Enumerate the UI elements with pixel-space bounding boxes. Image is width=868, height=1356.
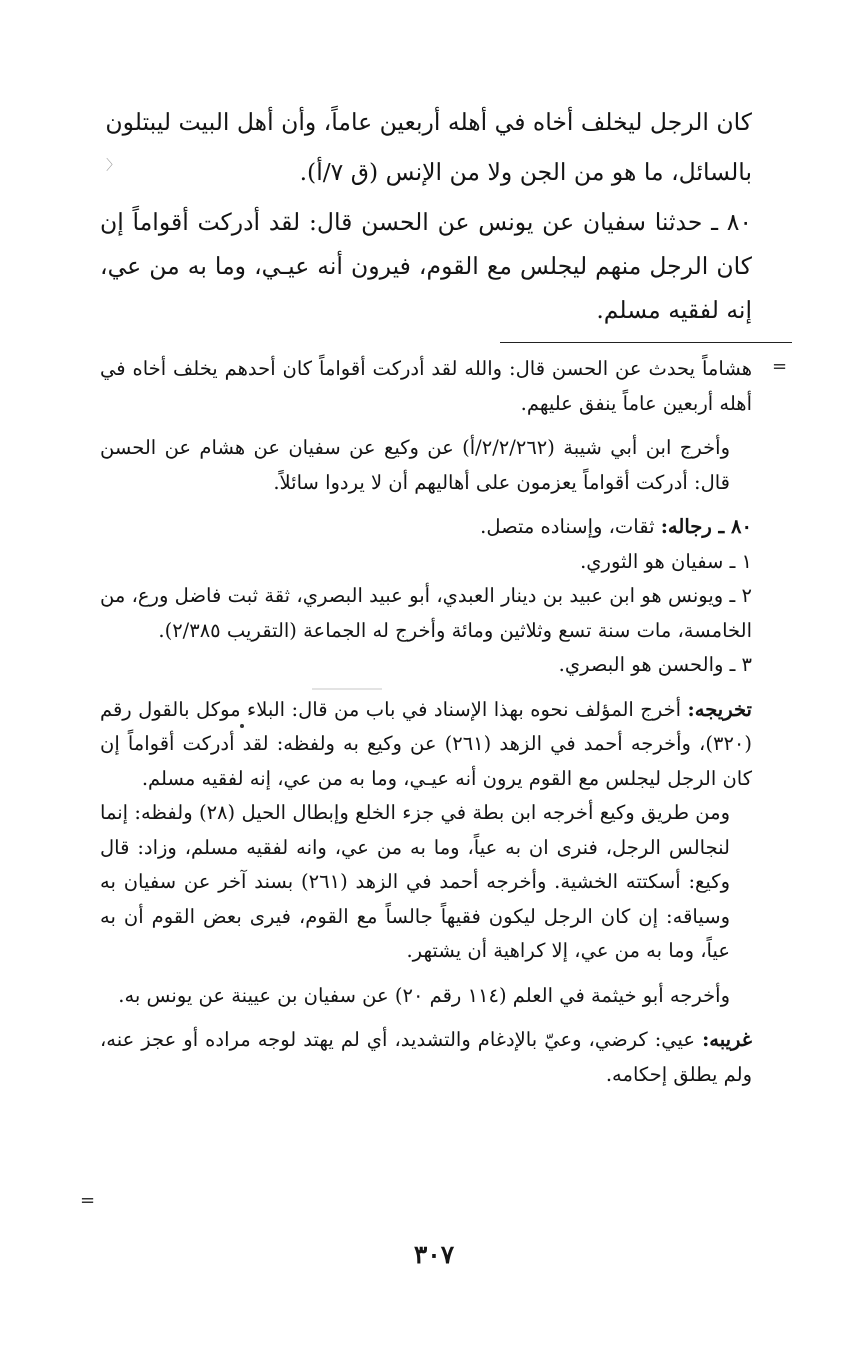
- continuation-mark-bottom: =: [80, 1190, 96, 1211]
- narrator-1: ١ ـ سفيان هو الثوري.: [580, 549, 752, 573]
- scan-smudge: [312, 688, 382, 690]
- footnote-separator: [500, 342, 792, 343]
- takhrij-label: تخريجه:: [687, 697, 752, 721]
- footnote-rijal: [100, 510, 752, 545]
- hadith-80: ٨٠ ـ حدثنا سفيان عن يونس عن الحسن قال: لقد أدركت أقواماً إن كان الرجل منهم ليجلس مع القوم، فيرون أنه عيـي، وما به من عي، إنه لفقيه مسلم.: [100, 208, 752, 324]
- footnote-ibn-batta: ومن طريق وكيع أخرجه ابن بطة في جزء الخلع وإبطال الحيل (٢٨) ولفظه: إنما لنجالس الرجل، فنرى ان به عياً، وما به من عي، وانه لفقيه مسلم، وزاد: قال وكيع: أسكتته الخشية. وأخرجه أحمد في الزهد (٢٦١) بسند آخر عن سفيان به وسياقه: إن كان الرجل ليكون فقيهاً جالساً مع القوم، فيرى بعض القوم أن به عياً، وما به من عي، إلا كراهية أن يشتهر.: [100, 801, 731, 962]
- takhrij-text: أخرج المؤلف نحوه بهذا الإسناد في باب من قال: البلاء موكل بالقول رقم (٣٢٠)، وأخرجه أحمد في الزهد (٢٦١) عن وكيع به ولفظه: لقد أدركت أقواماً إن كان الرجل ليجلس مع القوم يرون أنه عيـي، وما به من عي، إنه لفقيه مسلم.: [100, 697, 752, 790]
- main-text-line-1: كان الرجل ليخلف أخاه في أهله أربعين عاماً، وأن أهل البيت ليبتلون: [105, 108, 752, 136]
- page-number: ٣٠٧: [413, 1240, 455, 1269]
- footnote-continuation: هشاماً يحدث عن الحسن قال: والله لقد أدركت أقواماً كان أحدهم يخلف أخاه في أهله أربعين عاماً ينفق عليهم.: [100, 357, 752, 415]
- footnote-ibn-abi-shayba: وأخرج ابن أبي شيبة (٢/٢/٢٦٢/أ) عن وكيع عن سفيان عن هشام عن الحسن قال: أدركت أقواماً يعزمون على أهاليهم أن لا يردوا سائلاً.: [100, 436, 730, 494]
- scan-dot: [240, 724, 244, 728]
- gharib-label: غريبه:: [702, 1028, 752, 1051]
- footnote-takhrij: [100, 693, 752, 797]
- narrator-2: ٢ ـ ويونس هو ابن عبيد بن دينار العبدي، أبو عبيد البصري، ثقة ثبت فاضل ورع، من الخامسة، مات سنة تسع وثلاثين ومائة وأخرج له الجماعة (التقريب ٢/٣٨٥).: [100, 584, 752, 642]
- footnote-abu-khaythama: وأخرجه أبو خيثمة في العلم (١١٤ رقم ٢٠) عن سفيان بن عيينة عن يونس به.: [118, 983, 730, 1007]
- footnotes: [100, 352, 752, 1092]
- continuation-mark: =: [772, 356, 788, 377]
- margin-mark: 〈: [106, 158, 120, 174]
- rijal-text: ثقات، وإسناده متصل.: [480, 515, 661, 538]
- footnote-gharib: [100, 1023, 752, 1092]
- main-text: [100, 100, 752, 332]
- main-text-line-2: بالسائل، ما هو من الجن ولا من الإنس (ق ٧/أ).: [299, 158, 752, 186]
- rijal-label: ٨٠ ـ رجاله:: [660, 515, 752, 538]
- gharib-text: عيي: كرضي، وعيّ بالإدغام والتشديد، أي لم يهتد لوجه مراده أو عجز عنه، ولم يطلق إحكامه.: [100, 1028, 752, 1086]
- narrator-3: ٣ ـ والحسن هو البصري.: [558, 653, 752, 676]
